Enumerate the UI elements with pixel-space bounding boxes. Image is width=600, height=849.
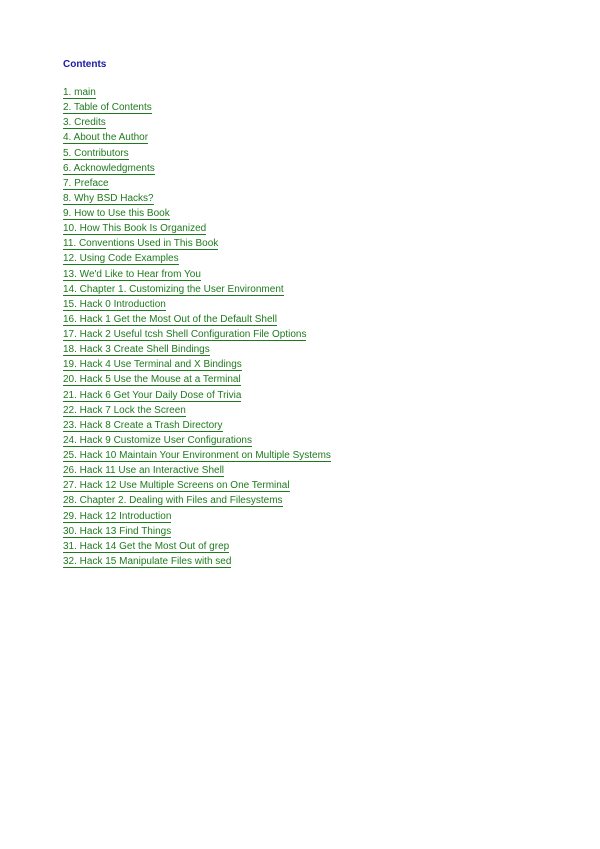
toc-item	[63, 479, 331, 494]
toc-link[interactable]: 1. main	[63, 87, 96, 98]
toc-item	[63, 525, 331, 540]
toc-link[interactable]: 24. Hack 9 Customize User Configurations	[63, 434, 252, 446]
toc-link[interactable]: 10. How This Book Is Organized	[63, 223, 207, 235]
toc-item	[63, 358, 331, 373]
toc-item	[63, 298, 331, 313]
toc-link[interactable]: 32. Hack 15 Manipulate Files with sed	[63, 555, 232, 567]
toc-item	[63, 464, 331, 479]
toc-item	[63, 494, 331, 509]
toc-link[interactable]: 28. Chapter 2. Dealing with Files and Filesystems	[63, 495, 283, 507]
toc-link[interactable]: 31. Hack 14 Get the Most Out of grep	[63, 540, 230, 552]
toc-item	[63, 343, 331, 358]
toc-item	[63, 283, 331, 298]
toc-link[interactable]: 25. Hack 10 Maintain Your Environment on Multiple Systems	[63, 450, 331, 461]
toc-link[interactable]: 23. Hack 8 Create a Trash Directory	[63, 419, 223, 431]
toc-link[interactable]: 21. Hack 6 Get Your Daily Dose of Trivia	[63, 389, 242, 401]
toc-item	[63, 510, 331, 525]
toc-item	[63, 101, 331, 116]
toc-item	[63, 177, 331, 192]
toc-link[interactable]: 6. Acknowledgments	[63, 162, 155, 174]
toc-item	[63, 373, 331, 388]
toc-link[interactable]: 19. Hack 4 Use Terminal and X Bindings	[63, 359, 242, 371]
toc-item	[63, 404, 331, 419]
toc-link[interactable]: 26. Hack 11 Use an Interactive Shell	[63, 465, 225, 477]
toc-link[interactable]: 27. Hack 12 Use Multiple Screens on One Terminal	[63, 480, 290, 492]
toc-item	[63, 328, 331, 343]
toc-item	[63, 162, 331, 177]
toc-link[interactable]: 14. Chapter 1. Customizing the User Environment	[63, 283, 284, 295]
toc-link[interactable]: 22. Hack 7 Lock the Screen	[63, 404, 186, 416]
toc-item	[63, 555, 331, 570]
toc-item	[63, 192, 331, 207]
toc-link[interactable]: 9. How to Use this Book	[63, 208, 170, 219]
toc-link[interactable]: 5. Contributors	[63, 147, 129, 159]
toc-link[interactable]: 13. We'd Like to Hear from You	[63, 268, 201, 280]
toc-link[interactable]: 11. Conventions Used in This Book	[63, 238, 219, 250]
toc-item	[63, 313, 331, 328]
toc-link[interactable]: 20. Hack 5 Use the Mouse at a Terminal	[63, 374, 241, 386]
toc-item	[63, 147, 331, 162]
toc-link[interactable]: 8. Why BSD Hacks?	[63, 192, 154, 204]
toc-item	[63, 389, 331, 404]
toc-item	[63, 86, 331, 101]
toc-item	[63, 252, 331, 267]
table-of-contents	[63, 86, 331, 570]
toc-item	[63, 540, 331, 555]
toc-item	[63, 222, 331, 237]
toc-item	[63, 237, 331, 252]
toc-item	[63, 131, 331, 146]
toc-link[interactable]: 12. Using Code Examples	[63, 253, 179, 265]
toc-link[interactable]: 17. Hack 2 Useful tcsh Shell Configuration File Options	[63, 329, 307, 340]
toc-link[interactable]: 7. Preface	[63, 177, 109, 189]
toc-link[interactable]: 29. Hack 12 Introduction	[63, 510, 172, 522]
toc-item	[63, 449, 331, 464]
toc-item	[63, 434, 331, 449]
toc-link[interactable]: 30. Hack 13 Find Things	[63, 525, 172, 537]
toc-item	[63, 207, 331, 222]
toc-link[interactable]: 18. Hack 3 Create Shell Bindings	[63, 344, 210, 356]
toc-item	[63, 116, 331, 131]
toc-link[interactable]: 4. About the Author	[63, 132, 149, 144]
toc-link[interactable]: 2. Table of Contents	[63, 102, 152, 114]
toc-item	[63, 268, 331, 283]
toc-item	[63, 419, 331, 434]
contents-heading: Contents	[63, 59, 107, 70]
toc-link[interactable]: 15. Hack 0 Introduction	[63, 298, 166, 310]
toc-link[interactable]: 3. Credits	[63, 117, 106, 129]
toc-link[interactable]: 16. Hack 1 Get the Most Out of the Default Shell	[63, 313, 277, 325]
